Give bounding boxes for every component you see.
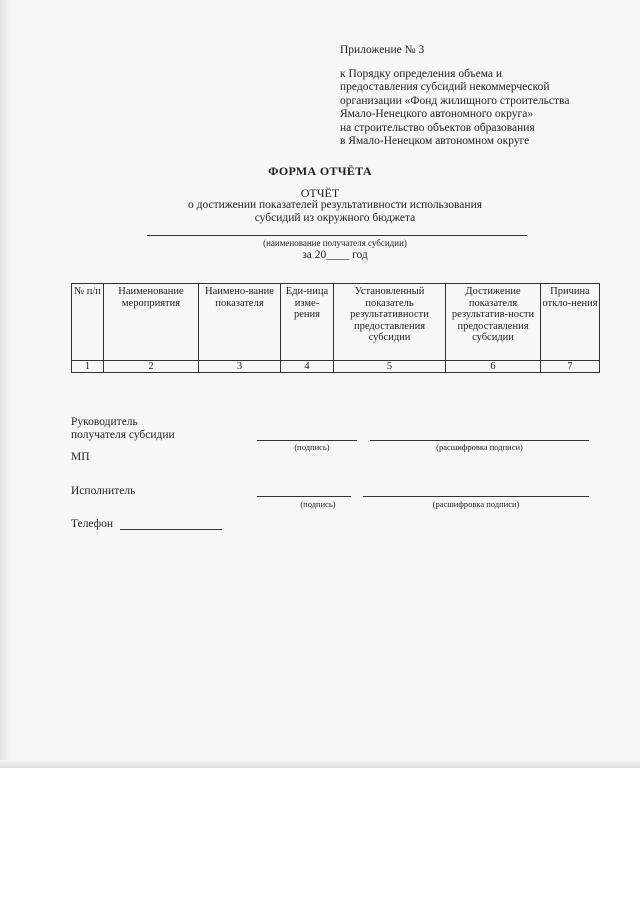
table-header-cell: Еди-ница изме-рения bbox=[281, 284, 334, 361]
table-header-cell: Причина откло-нения bbox=[541, 284, 600, 361]
phone-line bbox=[120, 529, 222, 530]
phone-label: Телефон bbox=[71, 518, 114, 530]
recipient-caption: (наименование получателя субсидии) bbox=[263, 238, 407, 248]
table-row bbox=[72, 361, 600, 373]
form-title: ФОРМА ОТЧЁТА bbox=[268, 164, 372, 178]
appendix-line: к Порядку определения объема и bbox=[340, 67, 503, 80]
table-cell: 1 bbox=[72, 361, 104, 373]
executor-decoding-caption: (расшифровка подписи) bbox=[432, 499, 520, 509]
appendix-block bbox=[340, 44, 630, 149]
head-decoding-line bbox=[370, 440, 589, 441]
appendix-line: в Ямало-Ненецком автономном округе bbox=[340, 135, 530, 147]
executor-signature-line bbox=[257, 496, 351, 497]
table-header-cell: Наимено-вание показателя bbox=[199, 284, 281, 361]
table-cell: 4 bbox=[281, 361, 334, 373]
executor-decoding-line bbox=[363, 496, 589, 497]
recipient-name-line bbox=[147, 235, 527, 236]
report-title: ОТЧЁТ bbox=[300, 186, 340, 200]
table-cell: 2 bbox=[104, 361, 199, 373]
table-cell: 7 bbox=[541, 361, 600, 373]
report-subtitle-line: субсидий из окружного бюджета bbox=[254, 211, 416, 224]
head-signature-line bbox=[257, 440, 357, 441]
appendix-line: на строительство объектов образования bbox=[340, 121, 535, 134]
report-table bbox=[71, 283, 600, 373]
head-label bbox=[71, 416, 175, 442]
report-subtitle-line: о достижении показателей результативности использования bbox=[187, 199, 483, 211]
appendix-line: Ямало-Ненецкого автономного округа» bbox=[340, 108, 534, 120]
page-bottom-shadow bbox=[0, 760, 640, 768]
table-cell: 6 bbox=[446, 361, 541, 373]
head-label-line: получателя субсидии bbox=[71, 429, 175, 441]
head-label-line: Руководитель bbox=[71, 416, 138, 428]
table-header-cell: Достижение показателя результатив-ности предоставления субсидии bbox=[446, 284, 541, 361]
table-header-row bbox=[72, 284, 600, 361]
table-header-cell: Установленный показатель результативности предоставления субсидии bbox=[334, 284, 446, 361]
report-period: за 20____ год bbox=[302, 249, 368, 261]
head-decoding-caption: (расшифровка подписи) bbox=[436, 442, 523, 452]
appendix-line: предоставления субсидий некоммерческой bbox=[340, 81, 550, 93]
table-cell: 5 bbox=[334, 361, 446, 373]
appendix-line: организации «Фонд жилищного строительства bbox=[340, 94, 570, 107]
table-header-cell: Наименование мероприятия bbox=[104, 284, 199, 361]
table-cell: 3 bbox=[199, 361, 281, 373]
executor-signature-caption: (подпись) bbox=[300, 499, 336, 509]
table-header-cell: № п/п bbox=[72, 284, 104, 361]
report-subtitle bbox=[0, 199, 640, 224]
executor-label: Исполнитель bbox=[71, 485, 136, 497]
page-edge-shadow bbox=[0, 0, 12, 768]
stamp-label: МП bbox=[71, 451, 90, 463]
head-signature-caption: (подпись) bbox=[294, 442, 330, 452]
appendix-number: Приложение № 3 bbox=[340, 44, 425, 56]
